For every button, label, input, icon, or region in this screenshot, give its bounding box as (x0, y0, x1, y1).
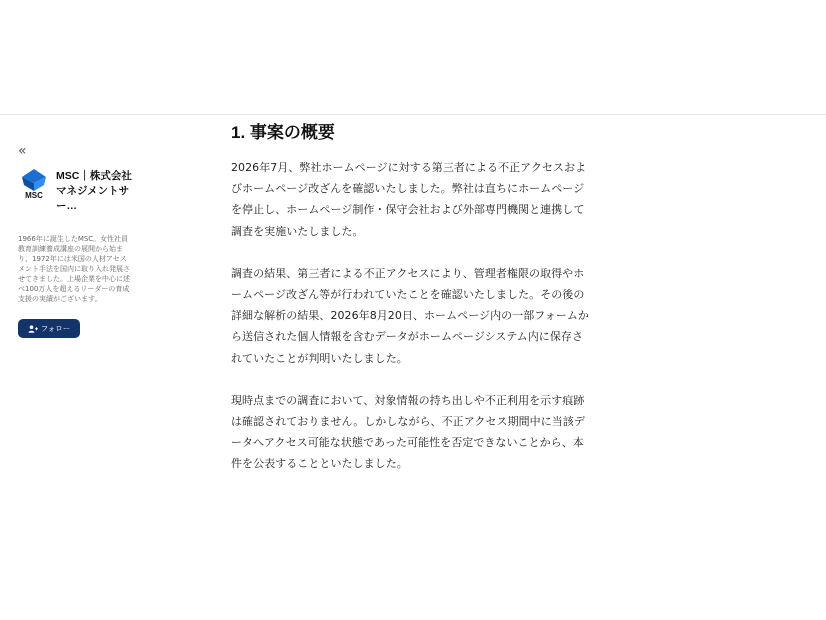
section-heading: 1. 事案の概要 (231, 123, 335, 142)
follow-button-label: フォロー (40, 324, 71, 333)
follow-button[interactable] (18, 319, 80, 338)
article-body (231, 122, 593, 496)
company-profile[interactable] (18, 169, 133, 214)
add-user-icon (28, 325, 38, 333)
logo-text: MSC (25, 191, 43, 200)
logo-diamond-icon (18, 169, 50, 193)
collapse-sidebar-icon[interactable]: « (18, 143, 27, 159)
company-sidebar (18, 140, 133, 338)
paragraph: 2026年7月、弊社ホームページに対する第三者による不正アクセスおよびホームページ改ざんを確認いたしました。弊社は直ちにホームページを停止し、ホームページ制作・保守会社および外部専門機関と連携して調査を実施いたしました。 (231, 161, 587, 238)
company-logo (18, 169, 50, 201)
company-name[interactable]: MSC｜株式会社マネジメントサー… (56, 170, 132, 212)
company-description: 1966年に誕生したMSC。女性社員教育訓練養成講座の展開から始まり、1972年には米国の人材アセスメント手法を国内に取り入れ発展させてきました。上場企業を中心に述べ100万人を超えるリーダーの育成支援の実績がございます。 (18, 235, 130, 303)
paragraph: 調査の結果、第三者による不正アクセスにより、管理者権限の取得やホームページ改ざん等が行われていたことを確認いたしました。その後の詳細な解析の結果、2026年8月20日、ホームページ内の一部フォームから送信された個人情報を含むデータがホームページシステム内に保存されていたことが判明いたしました。 (231, 266, 589, 365)
paragraph: 現時点までの調査において、対象情報の持ち出しや不正利用を示す痕跡は確認されておりません。しかしながら、不正アクセス期間中に当該データへアクセス可能な状態であった可能性を否定できないことから、本件を公表することといたしました。 (231, 393, 585, 471)
top-header-area (0, 0, 826, 115)
